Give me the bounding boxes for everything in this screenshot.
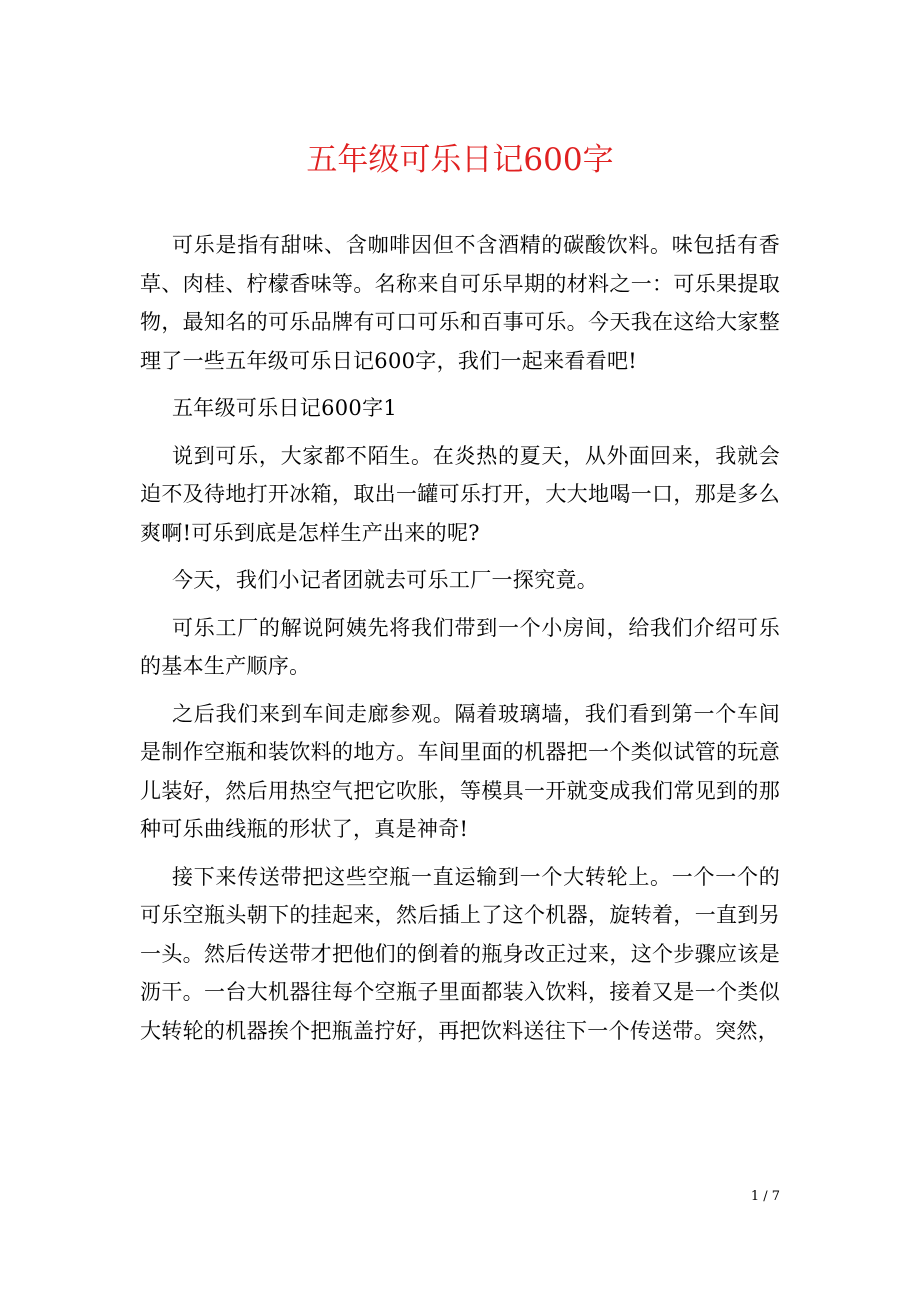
paragraph-intro: 可乐是指有甜味、含咖啡因但不含酒精的碳酸饮料。味包括有香草、肉桂、柠檬香味等。名称来自可乐早期的材料之一：可乐果提取物，最知名的可乐品牌有可口可乐和百事可乐。今天我在这给大家整理了一些五年级可乐日记600字，我们一起来看看吧! <box>140 233 780 373</box>
paragraph: 接下来传送带把这些空瓶一直运输到一个大转轮上。一个一个的可乐空瓶头朝下的挂起来，然后插上了这个机器，旋转着，一直到另一头。然后传送带才把他们的倒着的瓶身改正过来，这个步骤应该是沥干。一台大机器往每个空瓶子里面都装入饮料，接着又是一个类似大转轮的机器挨个把瓶盖拧好，再把饮料送往下一个传送带。突然， <box>140 864 780 1043</box>
document-title: 五年级可乐日记600字 <box>306 142 614 178</box>
paragraph: 之后我们来到车间走廊参观。隔着玻璃墙，我们看到第一个车间是制作空瓶和装饮料的地方。车间里面的机器把一个类似试管的玩意儿装好，然后用热空气把它吹胀，等模具一开就变成我们常见到的那种可乐曲线瓶的形状了，真是神奇! <box>140 701 780 841</box>
document-body <box>140 226 780 1059</box>
paragraph: 今天，我们小记者团就去可乐工厂一探究竟。 <box>172 568 598 592</box>
section-heading: 五年级可乐日记600字1 <box>172 396 398 420</box>
page-indicator: 1 / 7 <box>750 1189 780 1204</box>
paragraph: 可乐工厂的解说阿姨先将我们带到一个小房间，给我们介绍可乐的基本生产顺序。 <box>140 615 780 678</box>
paragraph: 说到可乐，大家都不陌生。在炎热的夏天，从外面回来，我就会迫不及待地打开冰箱，取出一罐可乐打开，大大地喝一口，那是多么爽啊!可乐到底是怎样生产出来的呢? <box>140 443 780 545</box>
